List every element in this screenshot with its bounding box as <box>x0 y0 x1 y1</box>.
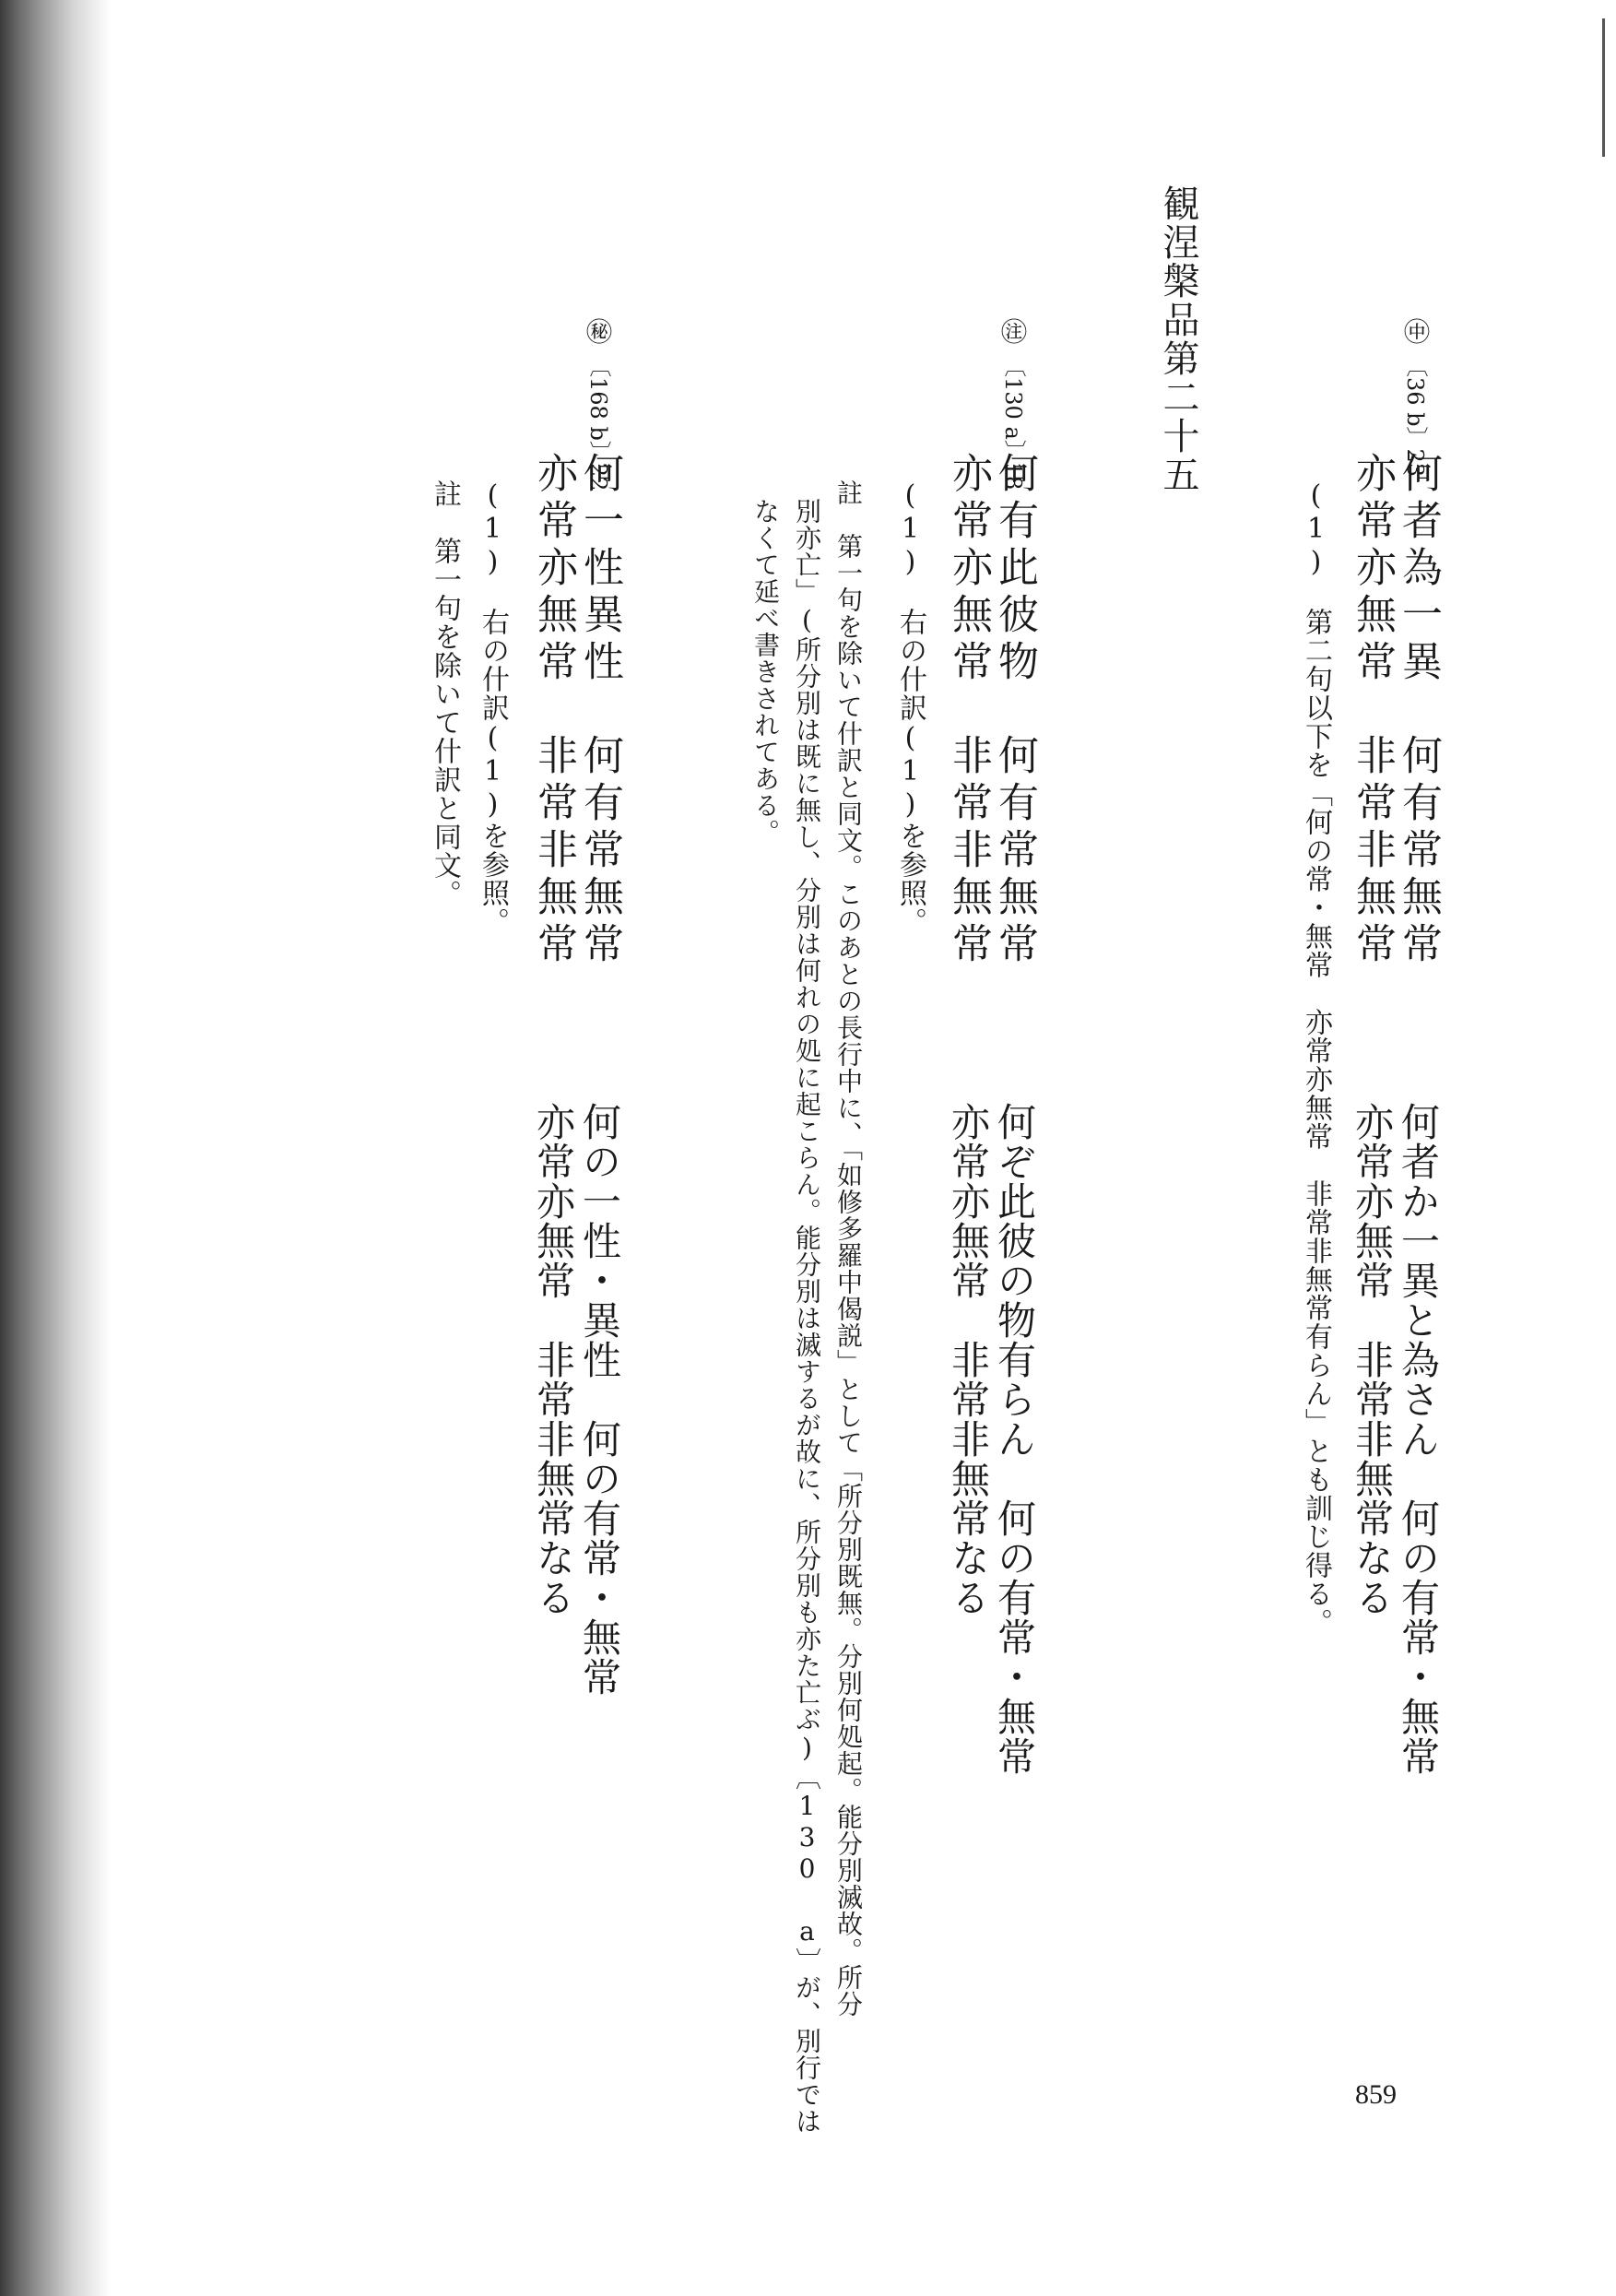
note-line: なくて延べ書きされてある。 <box>750 498 781 846</box>
note-line: (1) 右の什訳(1)を参照。 <box>894 479 926 936</box>
section-ref: 〔36 b〕23 <box>1402 355 1428 478</box>
note-line: 註 第一句を除いて什訳と同文。 <box>429 479 461 908</box>
verse-line: 亦常亦無常 非常非無常 <box>1349 452 1396 969</box>
section-mark: ㊥ <box>1400 318 1431 344</box>
kundoku-line: 亦常亦無常 非常非無常なる <box>1350 1102 1395 1617</box>
verse-line: 何一性異性 何有常無常 <box>576 452 623 969</box>
section-mark: ㊟ <box>997 318 1028 344</box>
section-mark: ㊙ <box>583 318 613 344</box>
note-line: 別亦亡」(所分別は既に無し、分別は何れの処に起こらん。能分別は滅するが故に、所分別も亦た亡ぶ)〔130 a〕が、別行では <box>792 498 822 2135</box>
section-ref: 〔130 a〕18 <box>1000 355 1026 491</box>
chapter-header: 観涅槃品第二十五 <box>1157 184 1199 494</box>
kundoku-line: 亦常亦無常 非常非無常なる <box>946 1102 991 1617</box>
kundoku-line: 何ぞ此彼の物有らん 何の有常・無常 <box>992 1102 1037 1776</box>
note-line: 註 第一句を除いて什訳と同文。このあとの長行中に、「如修多羅中偈説」として「所分別既無。分別何処起。能分別滅故。所分 <box>833 479 864 2018</box>
verse-line: 何有此彼物 何有常無常 <box>991 452 1038 969</box>
page-number: 859 <box>1355 2079 1397 2110</box>
page-edge-mark <box>1602 18 1605 157</box>
verse-line: 亦常亦無常 非常非無常 <box>945 452 992 969</box>
kundoku-line: 亦常亦無常 非常非無常なる <box>531 1102 576 1617</box>
note-line: (1) 第二句以下を「何の常・無常 亦常亦無常 非常非無常有らん」とも訓じ得る。 <box>1300 479 1332 1637</box>
kundoku-line: 何者か一異と為さん 何の有常・無常 <box>1396 1102 1441 1776</box>
section-ref: 〔168 b〕22 <box>585 355 611 491</box>
note-line: (1) 右の什訳(1)を参照。 <box>477 479 509 936</box>
verse-line: 亦常亦無常 非常非無常 <box>530 452 577 969</box>
verse-line: 何者為一異 何有常無常 <box>1395 452 1442 969</box>
kundoku-line: 何の一性・異性 何の有常・無常 <box>577 1102 622 1697</box>
binding-shadow <box>0 0 111 2296</box>
